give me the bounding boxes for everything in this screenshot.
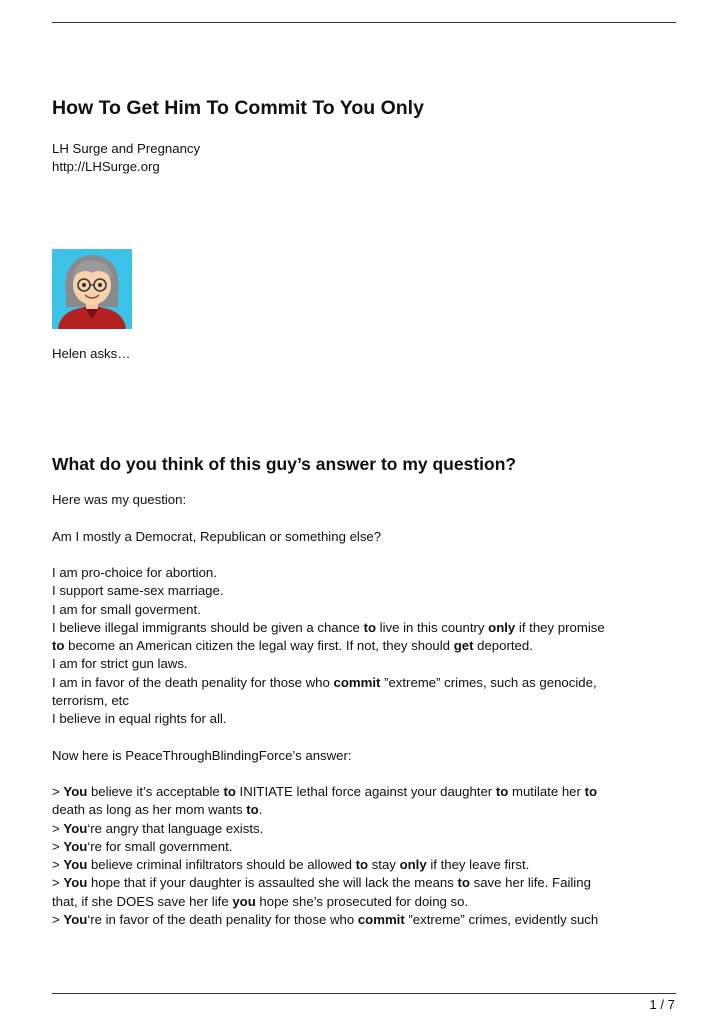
text-run: I am pro-choice for abortion. [52, 565, 217, 580]
text-line [52, 491, 676, 509]
text-line [52, 619, 676, 637]
text-run: hope she’s prosecuted for doing so. [255, 893, 469, 909]
text-line [52, 801, 676, 819]
text-run: > [52, 784, 64, 799]
keyword-bold: to [584, 784, 598, 799]
keyword-bold: You [63, 838, 88, 854]
text-run: I am for small goverment. [52, 601, 201, 617]
text-line [52, 582, 676, 600]
text-run: live in this country [376, 619, 489, 635]
keyword-bold: You [63, 857, 88, 872]
keyword-bold: You [63, 784, 88, 799]
text-run: > [52, 911, 64, 927]
text-line [52, 674, 676, 692]
source-name: LH Surge and Pregnancy [52, 141, 201, 156]
text-line [52, 874, 676, 892]
text-run: I believe illegal immigrants should be given a chance [52, 619, 364, 635]
page-number: 1 / 7 [649, 997, 675, 1012]
asker-line: Helen asks… [52, 346, 131, 361]
keyword-bold: to [52, 638, 65, 653]
text-run: > [52, 875, 64, 891]
text-line [52, 692, 676, 710]
paragraph [52, 747, 676, 765]
text-run: > [52, 857, 64, 872]
keyword-bold: get [453, 638, 474, 653]
text-run: I support same-sex marriage. [52, 583, 224, 599]
header-rule [52, 22, 676, 23]
text-line [52, 564, 676, 582]
text-run: stay [368, 857, 400, 872]
text-run: if they leave first. [426, 857, 530, 872]
text-line [52, 911, 676, 929]
text-run: ‘re in favor of the death penality for those who [87, 911, 358, 927]
text-run: become an American citizen the legal way first. If not, they should [64, 638, 454, 653]
paragraph [52, 564, 676, 728]
text-run: mutilate her [508, 784, 585, 799]
keyword-bold: you [232, 893, 256, 909]
text-run: if they promise [515, 619, 605, 635]
text-line [52, 838, 676, 856]
text-run: . [258, 802, 263, 818]
text-run: believe criminal infiltrators should be allowed [87, 857, 356, 872]
text-line [52, 601, 676, 619]
page-title: How To Get Him To Commit To You Only [52, 97, 424, 119]
text-line [52, 528, 676, 546]
keyword-bold: commit [333, 674, 381, 690]
text-run: save her life. Failing [469, 875, 591, 891]
keyword-bold: commit [357, 911, 405, 927]
text-run: death as long as her mom wants [52, 802, 247, 818]
text-run: Am I mostly a Democrat, Republican or something else? [52, 528, 382, 544]
keyword-bold: to [223, 784, 236, 799]
keyword-bold: only [399, 857, 427, 872]
text-run: I am for strict gun laws. [52, 656, 188, 672]
text-run: hope that if your daughter is assaulted she will lack the means [87, 875, 458, 891]
text-run: believe it’s acceptable [87, 784, 224, 799]
paragraph [52, 783, 676, 929]
text-run: Here was my question: [52, 492, 187, 507]
cartoon-woman-avatar-icon [52, 249, 132, 329]
text-line [52, 710, 676, 728]
source-info [52, 140, 200, 176]
text-run: > [52, 838, 64, 854]
paragraph [52, 491, 676, 509]
keyword-bold: to [355, 857, 369, 872]
keyword-bold: You [63, 875, 88, 891]
question-heading: What do you think of this guy’s answer to my question? [52, 454, 517, 474]
text-line [52, 820, 676, 838]
paragraph [52, 528, 676, 546]
text-run: Now here is PeaceThroughBlindingForce’s answer: [52, 747, 352, 763]
text-line [52, 893, 676, 911]
source-url[interactable]: http://LHSurge.org [52, 159, 160, 174]
text-run: ‘re angry that language exists. [87, 820, 264, 836]
keyword-bold: only [488, 619, 516, 635]
text-run: ”extreme” crimes, evidently such [404, 911, 599, 927]
keyword-bold: You [63, 820, 88, 836]
text-run: deported. [473, 638, 533, 653]
text-run: that, if she DOES save her life [52, 893, 233, 909]
keyword-bold: to [457, 875, 470, 891]
text-line [52, 747, 676, 765]
text-run: ”extreme” crimes, such as genocide, [380, 674, 597, 690]
text-run: ‘re for small government. [87, 838, 233, 854]
text-run: terrorism, etc [52, 692, 129, 708]
text-line [52, 637, 676, 655]
keyword-bold: to [363, 619, 377, 635]
text-run: I believe in equal rights for all. [52, 711, 227, 726]
keyword-bold: to [495, 784, 509, 799]
text-line [52, 783, 676, 801]
body-text [52, 491, 676, 947]
text-run: > [52, 820, 64, 836]
text-run: I am in favor of the death penality for those who [52, 674, 334, 690]
text-line [52, 856, 676, 874]
footer-rule [52, 993, 676, 994]
text-run: INITIATE lethal force against your daughter [235, 784, 496, 799]
keyword-bold: You [63, 911, 88, 927]
keyword-bold: to [246, 802, 259, 818]
text-line [52, 655, 676, 673]
